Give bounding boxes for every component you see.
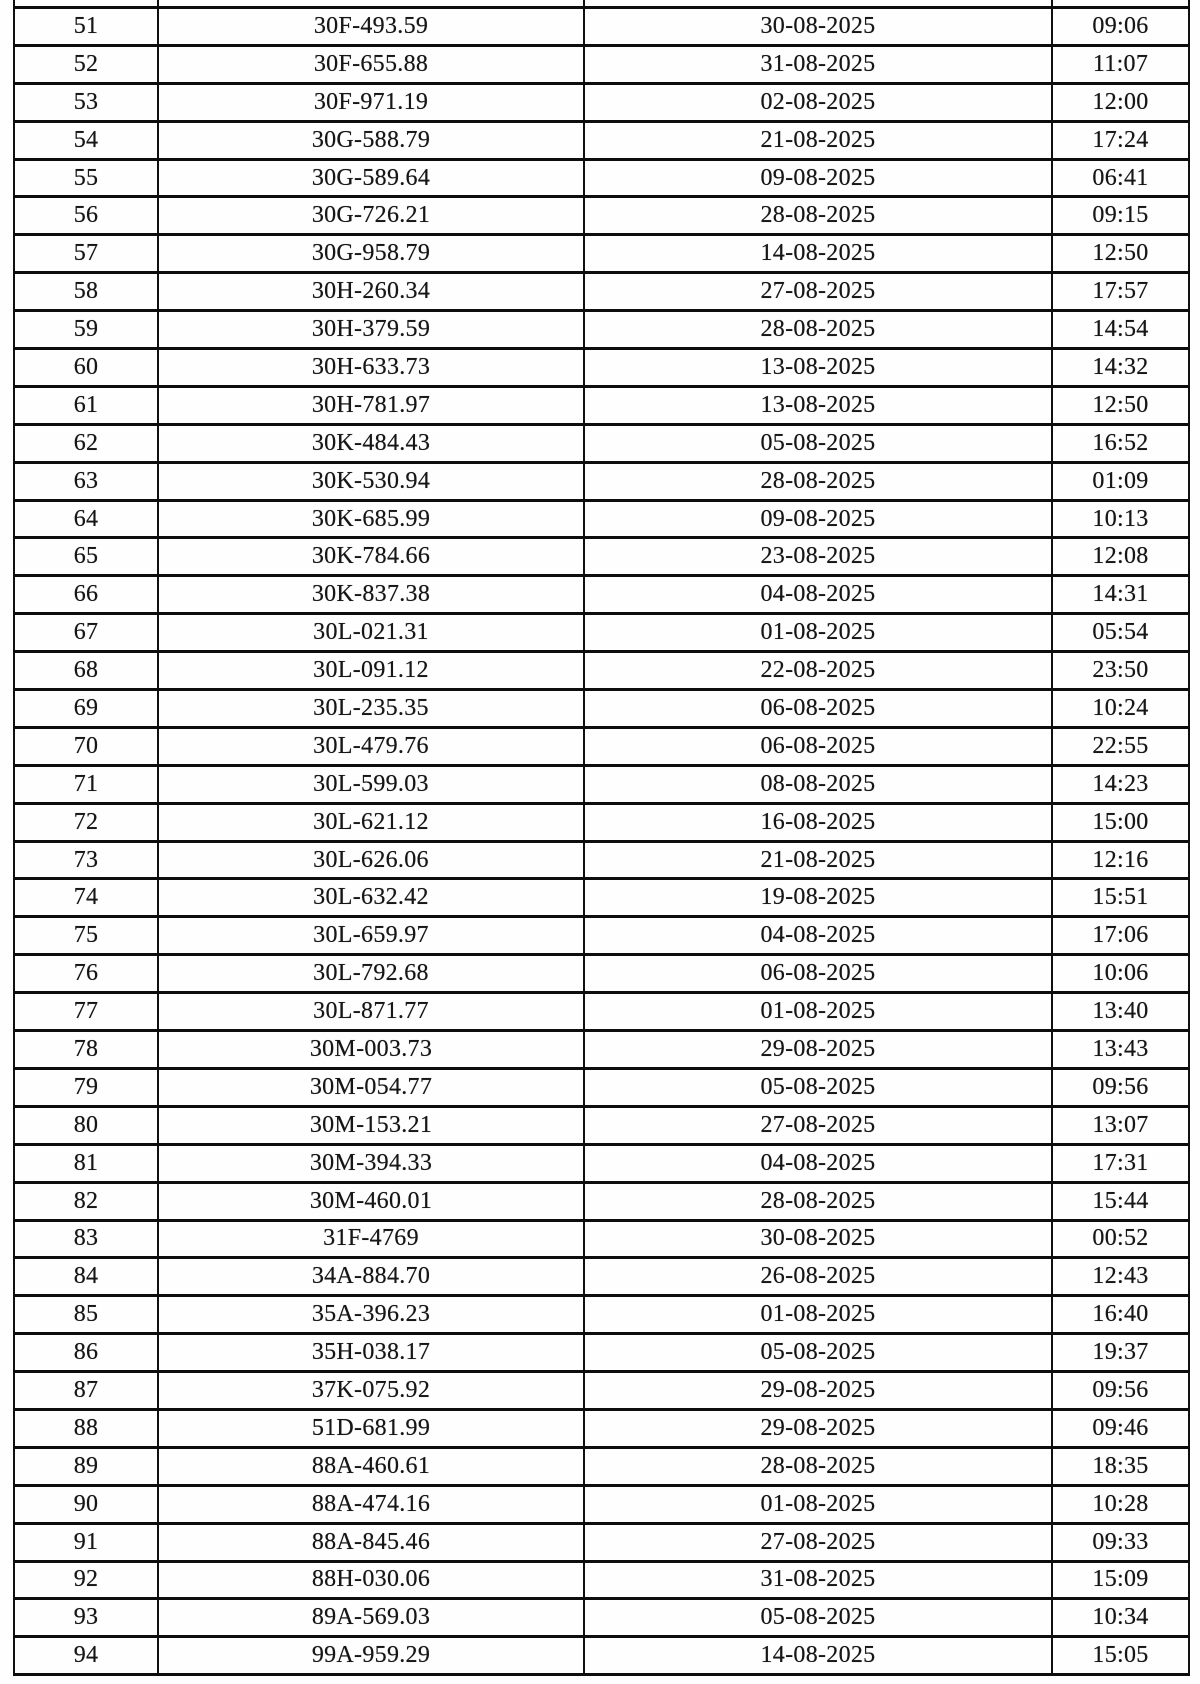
table-row: [14, 765, 1189, 803]
row-number-cell: 80: [14, 1106, 158, 1144]
plate-cell: 30K-530.94: [158, 462, 584, 500]
row-number-cell: 91: [14, 1523, 158, 1561]
time-cell: 14:23: [1052, 765, 1189, 803]
plate-cell: 30L-621.12: [158, 803, 584, 841]
date-cell: 06-08-2025: [584, 690, 1052, 728]
table-row: [14, 1296, 1189, 1334]
row-number-cell: 92: [14, 1561, 158, 1599]
plate-cell: 30M-153.21: [158, 1106, 584, 1144]
row-number-cell: 85: [14, 1296, 158, 1334]
row-number-cell: 73: [14, 841, 158, 879]
plate-cell: 37K-075.92: [158, 1372, 584, 1410]
table-row: [14, 1258, 1189, 1296]
date-cell: 09-08-2025: [584, 500, 1052, 538]
row-number-cell: 54: [14, 121, 158, 159]
date-cell: 31-08-2025: [584, 45, 1052, 83]
time-cell: 01:09: [1052, 462, 1189, 500]
time-cell: 09:06: [1052, 8, 1189, 46]
date-cell: 23-08-2025: [584, 538, 1052, 576]
date-cell: 04-08-2025: [584, 576, 1052, 614]
time-cell: 14:54: [1052, 311, 1189, 349]
table-row: [14, 614, 1189, 652]
plate-cell: 30H-633.73: [158, 349, 584, 387]
row-number-cell: 62: [14, 424, 158, 462]
date-cell: 05-08-2025: [584, 424, 1052, 462]
table-row: [14, 1182, 1189, 1220]
row-number-cell: 77: [14, 993, 158, 1031]
table-row: [14, 917, 1189, 955]
row-number-cell: 70: [14, 727, 158, 765]
table-row: [14, 45, 1189, 83]
row-number-cell: 66: [14, 576, 158, 614]
time-cell: 17:24: [1052, 121, 1189, 159]
time-cell: 14:32: [1052, 349, 1189, 387]
plate-cell: 31F-4769: [158, 1220, 584, 1258]
table-row: [14, 1637, 1189, 1675]
plate-cell: 89A-569.03: [158, 1599, 584, 1637]
table-row: [14, 500, 1189, 538]
time-cell: 17:06: [1052, 917, 1189, 955]
time-cell: 10:34: [1052, 1599, 1189, 1637]
time-cell: 09:46: [1052, 1409, 1189, 1447]
table-row: [14, 841, 1189, 879]
row-number-cell: 68: [14, 652, 158, 690]
time-cell: 17:57: [1052, 273, 1189, 311]
date-cell: 08-08-2025: [584, 765, 1052, 803]
table-row: [14, 1144, 1189, 1182]
date-cell: 06-08-2025: [584, 955, 1052, 993]
plate-cell: 30L-659.97: [158, 917, 584, 955]
plate-cell: 30H-260.34: [158, 273, 584, 311]
plate-cell: 30F-493.59: [158, 8, 584, 46]
row-number-cell: 65: [14, 538, 158, 576]
row-number-cell: 52: [14, 45, 158, 83]
date-cell: 28-08-2025: [584, 1447, 1052, 1485]
date-cell: 28-08-2025: [584, 311, 1052, 349]
table-row: [14, 197, 1189, 235]
table-row: [14, 1031, 1189, 1069]
plate-cell: 30L-792.68: [158, 955, 584, 993]
table-row: [14, 1372, 1189, 1410]
date-cell: 27-08-2025: [584, 1523, 1052, 1561]
row-number-cell: 75: [14, 917, 158, 955]
time-cell: 12:00: [1052, 83, 1189, 121]
plate-cell: 99A-959.29: [158, 1637, 584, 1675]
plate-cell: 30M-394.33: [158, 1144, 584, 1182]
time-cell: 18:35: [1052, 1447, 1189, 1485]
row-number-cell: 64: [14, 500, 158, 538]
table-row: [14, 1447, 1189, 1485]
table-row: [14, 273, 1189, 311]
date-cell: 16-08-2025: [584, 803, 1052, 841]
date-cell: 02-08-2025: [584, 83, 1052, 121]
violation-table: [13, 0, 1190, 1676]
plate-cell: 30G-588.79: [158, 121, 584, 159]
time-cell: 10:28: [1052, 1485, 1189, 1523]
time-cell: 12:16: [1052, 841, 1189, 879]
date-cell: 13-08-2025: [584, 386, 1052, 424]
row-number-cell: 81: [14, 1144, 158, 1182]
row-number-cell: 76: [14, 955, 158, 993]
table-row: [14, 1220, 1189, 1258]
time-cell: 09:15: [1052, 197, 1189, 235]
row-number-cell: 74: [14, 879, 158, 917]
time-cell: 17:31: [1052, 1144, 1189, 1182]
row-number-cell: 84: [14, 1258, 158, 1296]
plate-cell: 30K-484.43: [158, 424, 584, 462]
row-number-cell: 90: [14, 1485, 158, 1523]
table-row: [14, 1485, 1189, 1523]
time-cell: 10:24: [1052, 690, 1189, 728]
plate-cell: 30K-784.66: [158, 538, 584, 576]
date-cell: 14-08-2025: [584, 1637, 1052, 1675]
row-number-cell: 60: [14, 349, 158, 387]
row-number-cell: 56: [14, 197, 158, 235]
plate-cell: 88A-474.16: [158, 1485, 584, 1523]
plate-cell: 30L-091.12: [158, 652, 584, 690]
table-row: [14, 121, 1189, 159]
row-number-cell: 55: [14, 159, 158, 197]
time-cell: 12:08: [1052, 538, 1189, 576]
plate-cell: 30L-021.31: [158, 614, 584, 652]
date-cell: 21-08-2025: [584, 121, 1052, 159]
time-cell: 14:31: [1052, 576, 1189, 614]
row-number-cell: 58: [14, 273, 158, 311]
row-number-cell: 67: [14, 614, 158, 652]
date-cell: 01-08-2025: [584, 614, 1052, 652]
row-number-cell: 87: [14, 1372, 158, 1410]
row-number-cell: 63: [14, 462, 158, 500]
table-row: [14, 993, 1189, 1031]
date-cell: 30-08-2025: [584, 1220, 1052, 1258]
partial-cell: [584, 0, 1052, 8]
plate-cell: 30L-479.76: [158, 727, 584, 765]
table-row: [14, 349, 1189, 387]
row-number-cell: 94: [14, 1637, 158, 1675]
plate-cell: 35H-038.17: [158, 1334, 584, 1372]
date-cell: 01-08-2025: [584, 1296, 1052, 1334]
time-cell: 10:13: [1052, 500, 1189, 538]
row-number-cell: 89: [14, 1447, 158, 1485]
time-cell: 15:51: [1052, 879, 1189, 917]
table-row: [14, 159, 1189, 197]
plate-cell: 30G-589.64: [158, 159, 584, 197]
date-cell: 19-08-2025: [584, 879, 1052, 917]
plate-cell: 30F-971.19: [158, 83, 584, 121]
time-cell: 06:41: [1052, 159, 1189, 197]
time-cell: 15:44: [1052, 1182, 1189, 1220]
partial-row: [14, 0, 1189, 8]
plate-cell: 30M-460.01: [158, 1182, 584, 1220]
partial-cell: [1052, 0, 1189, 8]
date-cell: 29-08-2025: [584, 1372, 1052, 1410]
date-cell: 13-08-2025: [584, 349, 1052, 387]
table-row: [14, 424, 1189, 462]
time-cell: 09:56: [1052, 1372, 1189, 1410]
time-cell: 12:43: [1052, 1258, 1189, 1296]
row-number-cell: 83: [14, 1220, 158, 1258]
date-cell: 22-08-2025: [584, 652, 1052, 690]
table-row: [14, 8, 1189, 46]
date-cell: 28-08-2025: [584, 1182, 1052, 1220]
date-cell: 05-08-2025: [584, 1599, 1052, 1637]
time-cell: 12:50: [1052, 386, 1189, 424]
date-cell: 26-08-2025: [584, 1258, 1052, 1296]
time-cell: 13:40: [1052, 993, 1189, 1031]
partial-cell: [14, 0, 158, 8]
row-number-cell: 71: [14, 765, 158, 803]
plate-cell: 30M-054.77: [158, 1068, 584, 1106]
time-cell: 16:52: [1052, 424, 1189, 462]
date-cell: 28-08-2025: [584, 197, 1052, 235]
table-row: [14, 1334, 1189, 1372]
time-cell: 15:00: [1052, 803, 1189, 841]
time-cell: 09:33: [1052, 1523, 1189, 1561]
time-cell: 12:50: [1052, 235, 1189, 273]
plate-cell: 88A-460.61: [158, 1447, 584, 1485]
plate-cell: 30M-003.73: [158, 1031, 584, 1069]
date-cell: 05-08-2025: [584, 1334, 1052, 1372]
date-cell: 30-08-2025: [584, 8, 1052, 46]
row-number-cell: 86: [14, 1334, 158, 1372]
plate-cell: 30L-632.42: [158, 879, 584, 917]
date-cell: 06-08-2025: [584, 727, 1052, 765]
time-cell: 00:52: [1052, 1220, 1189, 1258]
time-cell: 16:40: [1052, 1296, 1189, 1334]
date-cell: 27-08-2025: [584, 1106, 1052, 1144]
plate-cell: 88A-845.46: [158, 1523, 584, 1561]
row-number-cell: 79: [14, 1068, 158, 1106]
plate-cell: 30H-781.97: [158, 386, 584, 424]
row-number-cell: 61: [14, 386, 158, 424]
row-number-cell: 59: [14, 311, 158, 349]
date-cell: 05-08-2025: [584, 1068, 1052, 1106]
table-row: [14, 386, 1189, 424]
time-cell: 10:06: [1052, 955, 1189, 993]
date-cell: 04-08-2025: [584, 1144, 1052, 1182]
table-row: [14, 879, 1189, 917]
table-row: [14, 1561, 1189, 1599]
plate-cell: 30F-655.88: [158, 45, 584, 83]
time-cell: 15:05: [1052, 1637, 1189, 1675]
table-row: [14, 1599, 1189, 1637]
row-number-cell: 93: [14, 1599, 158, 1637]
plate-cell: 51D-681.99: [158, 1409, 584, 1447]
row-number-cell: 57: [14, 235, 158, 273]
table-row: [14, 83, 1189, 121]
table-row: [14, 955, 1189, 993]
plate-cell: 30L-599.03: [158, 765, 584, 803]
row-number-cell: 78: [14, 1031, 158, 1069]
time-cell: 22:55: [1052, 727, 1189, 765]
plate-cell: 30L-871.77: [158, 993, 584, 1031]
date-cell: 29-08-2025: [584, 1031, 1052, 1069]
table-body: [14, 0, 1189, 1675]
plate-cell: 30H-379.59: [158, 311, 584, 349]
table-row: [14, 311, 1189, 349]
time-cell: 13:07: [1052, 1106, 1189, 1144]
date-cell: 31-08-2025: [584, 1561, 1052, 1599]
table-row: [14, 1409, 1189, 1447]
plate-cell: 35A-396.23: [158, 1296, 584, 1334]
table-row: [14, 462, 1189, 500]
date-cell: 27-08-2025: [584, 273, 1052, 311]
partial-cell: [158, 0, 584, 8]
row-number-cell: 88: [14, 1409, 158, 1447]
row-number-cell: 51: [14, 8, 158, 46]
time-cell: 09:56: [1052, 1068, 1189, 1106]
date-cell: 04-08-2025: [584, 917, 1052, 955]
table-row: [14, 652, 1189, 690]
table-row: [14, 538, 1189, 576]
time-cell: 11:07: [1052, 45, 1189, 83]
time-cell: 19:37: [1052, 1334, 1189, 1372]
row-number-cell: 53: [14, 83, 158, 121]
time-cell: 13:43: [1052, 1031, 1189, 1069]
plate-cell: 30L-235.35: [158, 690, 584, 728]
table-row: [14, 235, 1189, 273]
date-cell: 14-08-2025: [584, 235, 1052, 273]
plate-cell: 30G-726.21: [158, 197, 584, 235]
table-row: [14, 1523, 1189, 1561]
plate-cell: 30K-685.99: [158, 500, 584, 538]
table-row: [14, 1106, 1189, 1144]
table-row: [14, 727, 1189, 765]
row-number-cell: 72: [14, 803, 158, 841]
plate-cell: 30K-837.38: [158, 576, 584, 614]
plate-cell: 30L-626.06: [158, 841, 584, 879]
plate-cell: 88H-030.06: [158, 1561, 584, 1599]
date-cell: 29-08-2025: [584, 1409, 1052, 1447]
row-number-cell: 82: [14, 1182, 158, 1220]
time-cell: 23:50: [1052, 652, 1189, 690]
date-cell: 01-08-2025: [584, 993, 1052, 1031]
time-cell: 15:09: [1052, 1561, 1189, 1599]
table-row: [14, 803, 1189, 841]
table-row: [14, 576, 1189, 614]
date-cell: 09-08-2025: [584, 159, 1052, 197]
table-row: [14, 690, 1189, 728]
row-number-cell: 69: [14, 690, 158, 728]
time-cell: 05:54: [1052, 614, 1189, 652]
date-cell: 21-08-2025: [584, 841, 1052, 879]
plate-cell: 34A-884.70: [158, 1258, 584, 1296]
plate-cell: 30G-958.79: [158, 235, 584, 273]
date-cell: 01-08-2025: [584, 1485, 1052, 1523]
table-row: [14, 1068, 1189, 1106]
date-cell: 28-08-2025: [584, 462, 1052, 500]
